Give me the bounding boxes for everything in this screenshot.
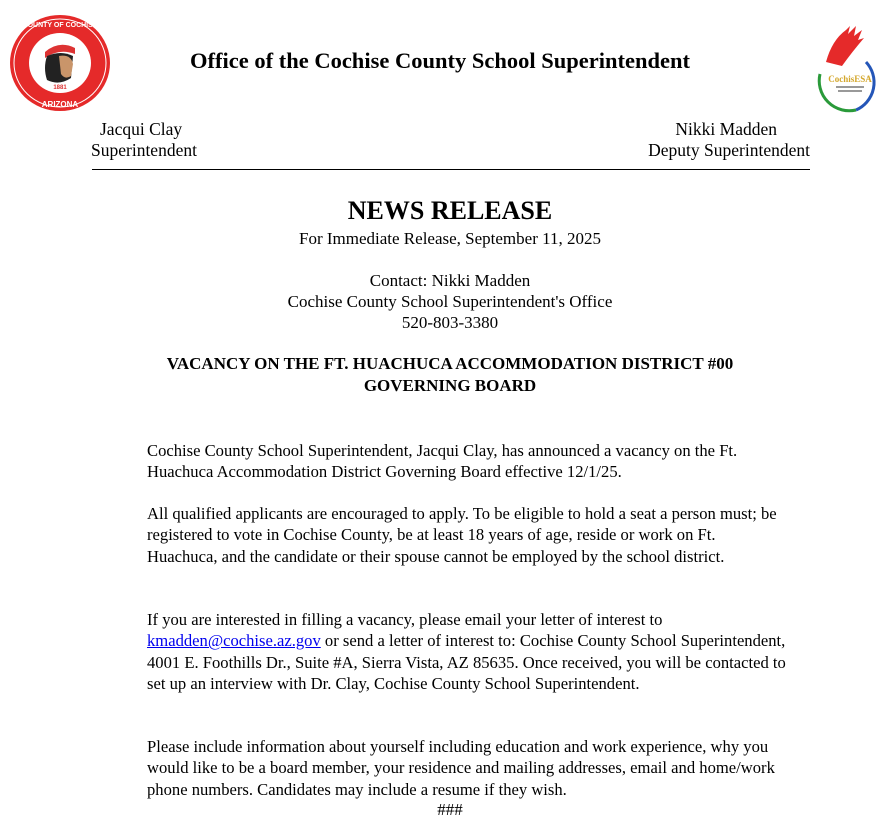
contact-office: Cochise County School Superintendent's Office	[287, 292, 613, 311]
superintendent-title: Superintendent	[91, 140, 197, 160]
email-link[interactable]: kmadden@cochise.az.gov	[147, 631, 321, 651]
contact-phone: 520-803-3380	[401, 313, 499, 332]
header-divider	[92, 169, 810, 170]
release-date: For Immediate Release, September 11, 2025	[299, 229, 601, 248]
paragraph-4: Please include information about yourself including education and work experience, why you would like to be a board member, your residence and mailing addresses, email and home/work phone numbers. Candidates may include a resume if they wish.	[147, 737, 775, 799]
news-release-heading: NEWS RELEASE	[347, 196, 553, 225]
cochisesa-logo	[812, 22, 888, 114]
svg-text:COUNTY OF COCHISE: COUNTY OF COCHISE	[22, 22, 98, 29]
office-title: Office of the Cochise County School Superintendent	[190, 48, 690, 73]
svg-text:CochisESA: CochisESA	[828, 74, 872, 84]
end-mark: ###	[437, 800, 463, 819]
paragraph-3	[147, 609, 787, 694]
svg-text:1881: 1881	[53, 85, 67, 91]
headline-line-1: VACANCY ON THE FT. HUACHUCA ACCOMMODATION DISTRICT #00	[166, 354, 734, 373]
svg-text:ARIZONA: ARIZONA	[41, 100, 79, 109]
headline-line-2: GOVERNING BOARD	[363, 376, 537, 395]
paragraph-3-text: If you are interested in filling a vacancy, please email your letter of interest to	[147, 610, 663, 629]
contact-name: Contact: Nikki Madden	[369, 271, 531, 290]
deputy-title: Deputy Superintendent	[648, 140, 810, 160]
superintendent-name: Jacqui Clay	[100, 119, 183, 139]
paragraph-2: All qualified applicants are encouraged to apply. To be eligible to hold a seat a person must; be registered to vote in Cochise County, be at least 18 years of age, reside or work on Ft. Huachuca, and the candidate or their spouse cannot be employed by the school district.	[147, 504, 777, 566]
deputy-name: Nikki Madden	[675, 119, 777, 139]
paragraph-3-text-cont: or send a letter of interest to: Cochise County School Superintendent, 4001 E. Foothills Dr., Suite #A, Sierra Vista, AZ 85635. Once received, you will be contacted to set up an interview with Dr. Clay, Cochise County School Superintendent.	[147, 631, 786, 693]
paragraph-1: Cochise County School Superintendent, Jacqui Clay, has announced a vacancy on the Ft. Huachuca Accommodation District Governing Board effective 12/1/25.	[147, 441, 738, 482]
